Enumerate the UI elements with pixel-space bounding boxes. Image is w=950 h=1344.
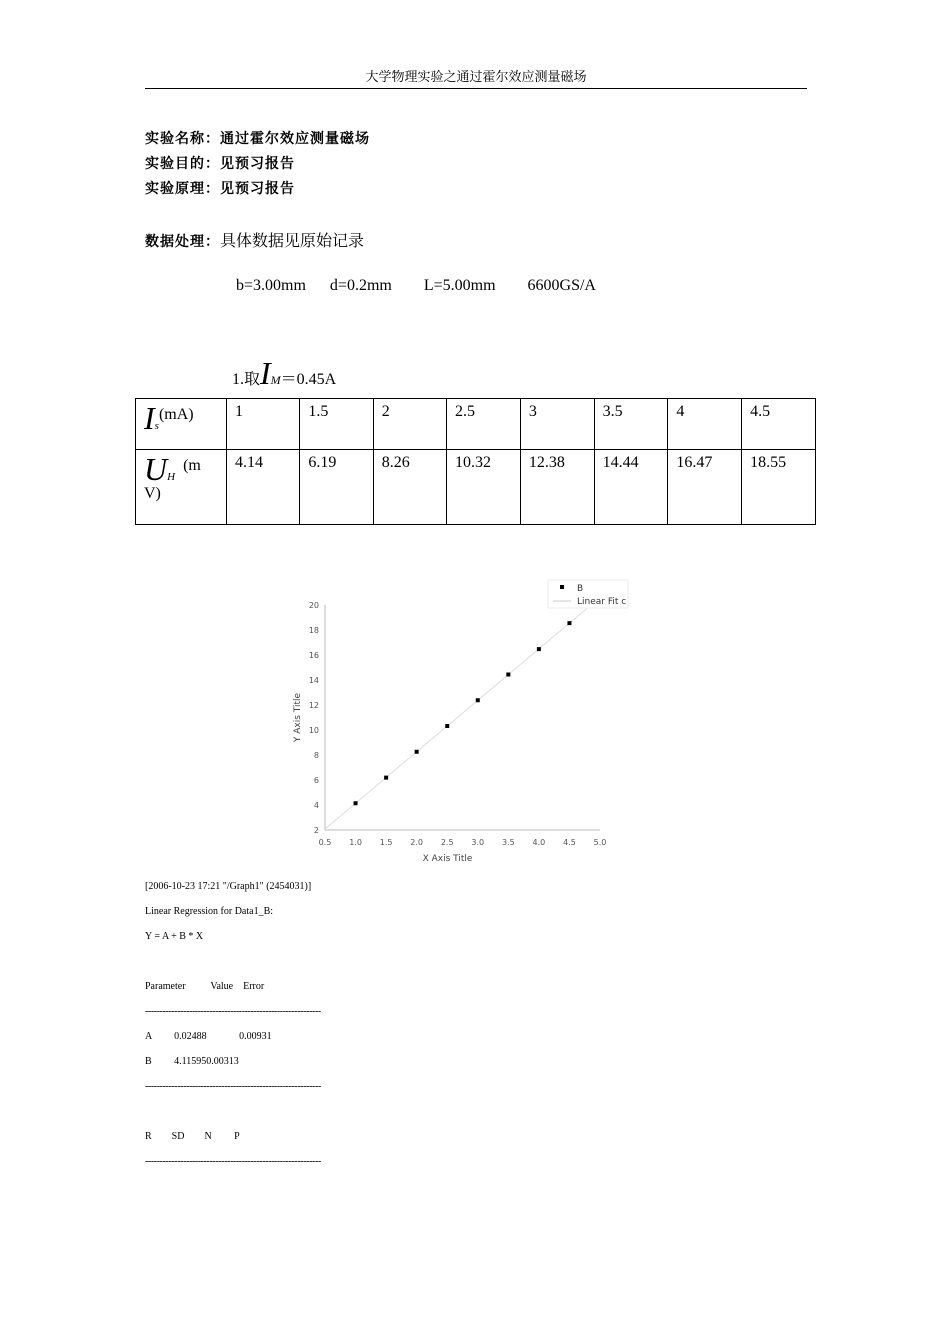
y-tick-label: 6 [313,776,319,785]
table-cell: 14.44 [594,450,668,525]
experiment-principle-line [145,178,295,198]
table-cell: 6.19 [300,450,373,525]
table-cell: 4 [668,399,742,450]
y-tick-label: 4 [313,801,319,810]
chart-legend [548,580,628,608]
data-processing-value: 具体数据见原始记录 [220,233,365,250]
experiment-purpose-line [145,153,295,173]
table-cell: 10.32 [447,450,521,525]
uh-unit-a: (m [183,457,201,474]
x-tick-label: 1.0 [349,838,362,847]
regression-divider: ------------------------------------------------------------ [145,1006,321,1017]
regression-header: Parameter Value Error [145,981,265,992]
y-tick-label: 2 [313,826,319,835]
experiment-name-value: 通过霍尔效应测量磁场 [220,131,370,147]
regression-divider-3: ------------------------------------------------------------ [145,1156,321,1167]
experiment-purpose-label: 实验目的： [145,156,220,172]
is-subscript: s [154,420,159,432]
regression-title: Linear Regression for Data1_B: [145,906,274,917]
x-tick-label: 5.0 [593,838,607,847]
is-unit: (mA) [158,406,194,423]
experiment-name-line [145,128,370,148]
chart-fit-line-group [325,605,591,829]
x-tick-label: 4.0 [532,838,546,847]
scatter-chart [270,570,640,870]
parameters-line: b=3.00mm d=0.2mm L=5.00mm 6600GS/A [236,277,596,294]
regression-formula: Y = A + B * X [145,931,204,942]
table-row [136,450,816,525]
table-cell: 16.47 [668,450,742,525]
legend-label-b: B [577,584,584,594]
chart-axes [293,601,606,864]
row-header-is [136,399,227,450]
data-point [537,647,541,651]
experiment-principle-value: 见预习报告 [220,181,295,197]
y-tick-label: 18 [308,626,319,635]
data-point [567,621,571,625]
current-value: ＝0.45A [280,371,337,388]
legend-label-fit: Linear Fit c [577,597,627,607]
y-axis-title: Y Axis Title [293,692,303,743]
table-cell: 4.14 [227,450,300,525]
table-row [136,399,816,450]
uh-unit-b: V) [144,485,161,502]
x-tick-label: 1.5 [379,838,393,847]
y-tick-label: 10 [308,726,319,735]
is-symbol: I [144,400,155,436]
measurement-table [135,398,816,525]
table-cell: 2.5 [447,399,521,450]
data-point [445,724,449,728]
data-point [384,776,388,780]
data-point [476,698,480,702]
table-cell: 8.26 [373,450,446,525]
table-cell: 18.55 [742,450,816,525]
data-processing-label: 数据处理： [145,234,220,250]
fit-line [325,605,591,829]
uh-symbol: U [144,451,168,487]
row-header-uh [136,450,227,525]
y-tick-label: 16 [308,651,319,660]
experiment-principle-label: 实验原理： [145,181,220,197]
x-tick-label: 4.5 [563,838,576,847]
current-symbol: I [260,355,271,391]
data-processing-line [145,228,364,251]
data-point [506,673,510,677]
x-tick-label: 2.0 [410,838,424,847]
x-tick-label: 3.5 [501,838,515,847]
regression-row-a: A 0.02488 0.00931 [145,1031,272,1042]
data-point [415,750,419,754]
y-tick-label: 20 [308,601,319,610]
table-cell: 3.5 [594,399,668,450]
table-cell: 12.38 [520,450,594,525]
uh-subscript: H [167,471,176,483]
page-header: 大学物理实验之通过霍尔效应测量磁场 [145,66,807,89]
x-axis-title: X Axis Title [422,854,473,864]
experiment-purpose-value: 见预习报告 [220,156,295,172]
table-cell: 1.5 [300,399,373,450]
x-tick-label: 2.5 [440,838,454,847]
legend-marker-b [560,585,564,589]
table-cell: 1 [227,399,300,450]
y-tick-label: 8 [313,751,319,760]
current-setting-prefix: 1.取 [232,371,261,388]
table-cell: 3 [520,399,594,450]
x-tick-label: 3.0 [471,838,485,847]
x-tick-label: 0.5 [318,838,332,847]
y-tick-label: 12 [308,701,319,710]
regression-stats-header: R SD N P [145,1131,240,1142]
experiment-name-label: 实验名称： [145,131,220,147]
data-point [354,801,358,805]
y-tick-label: 14 [308,676,319,685]
regression-stamp: [2006-10-23 17:21 "/Graph1" (2454031)] [145,881,312,892]
regression-row-b: B 4.115950.00313 [145,1056,239,1067]
current-setting [232,355,336,392]
table-cell: 2 [373,399,446,450]
current-subscript: M [270,373,281,387]
regression-divider-2: ------------------------------------------------------------ [145,1081,321,1092]
table-cell: 4.5 [742,399,816,450]
